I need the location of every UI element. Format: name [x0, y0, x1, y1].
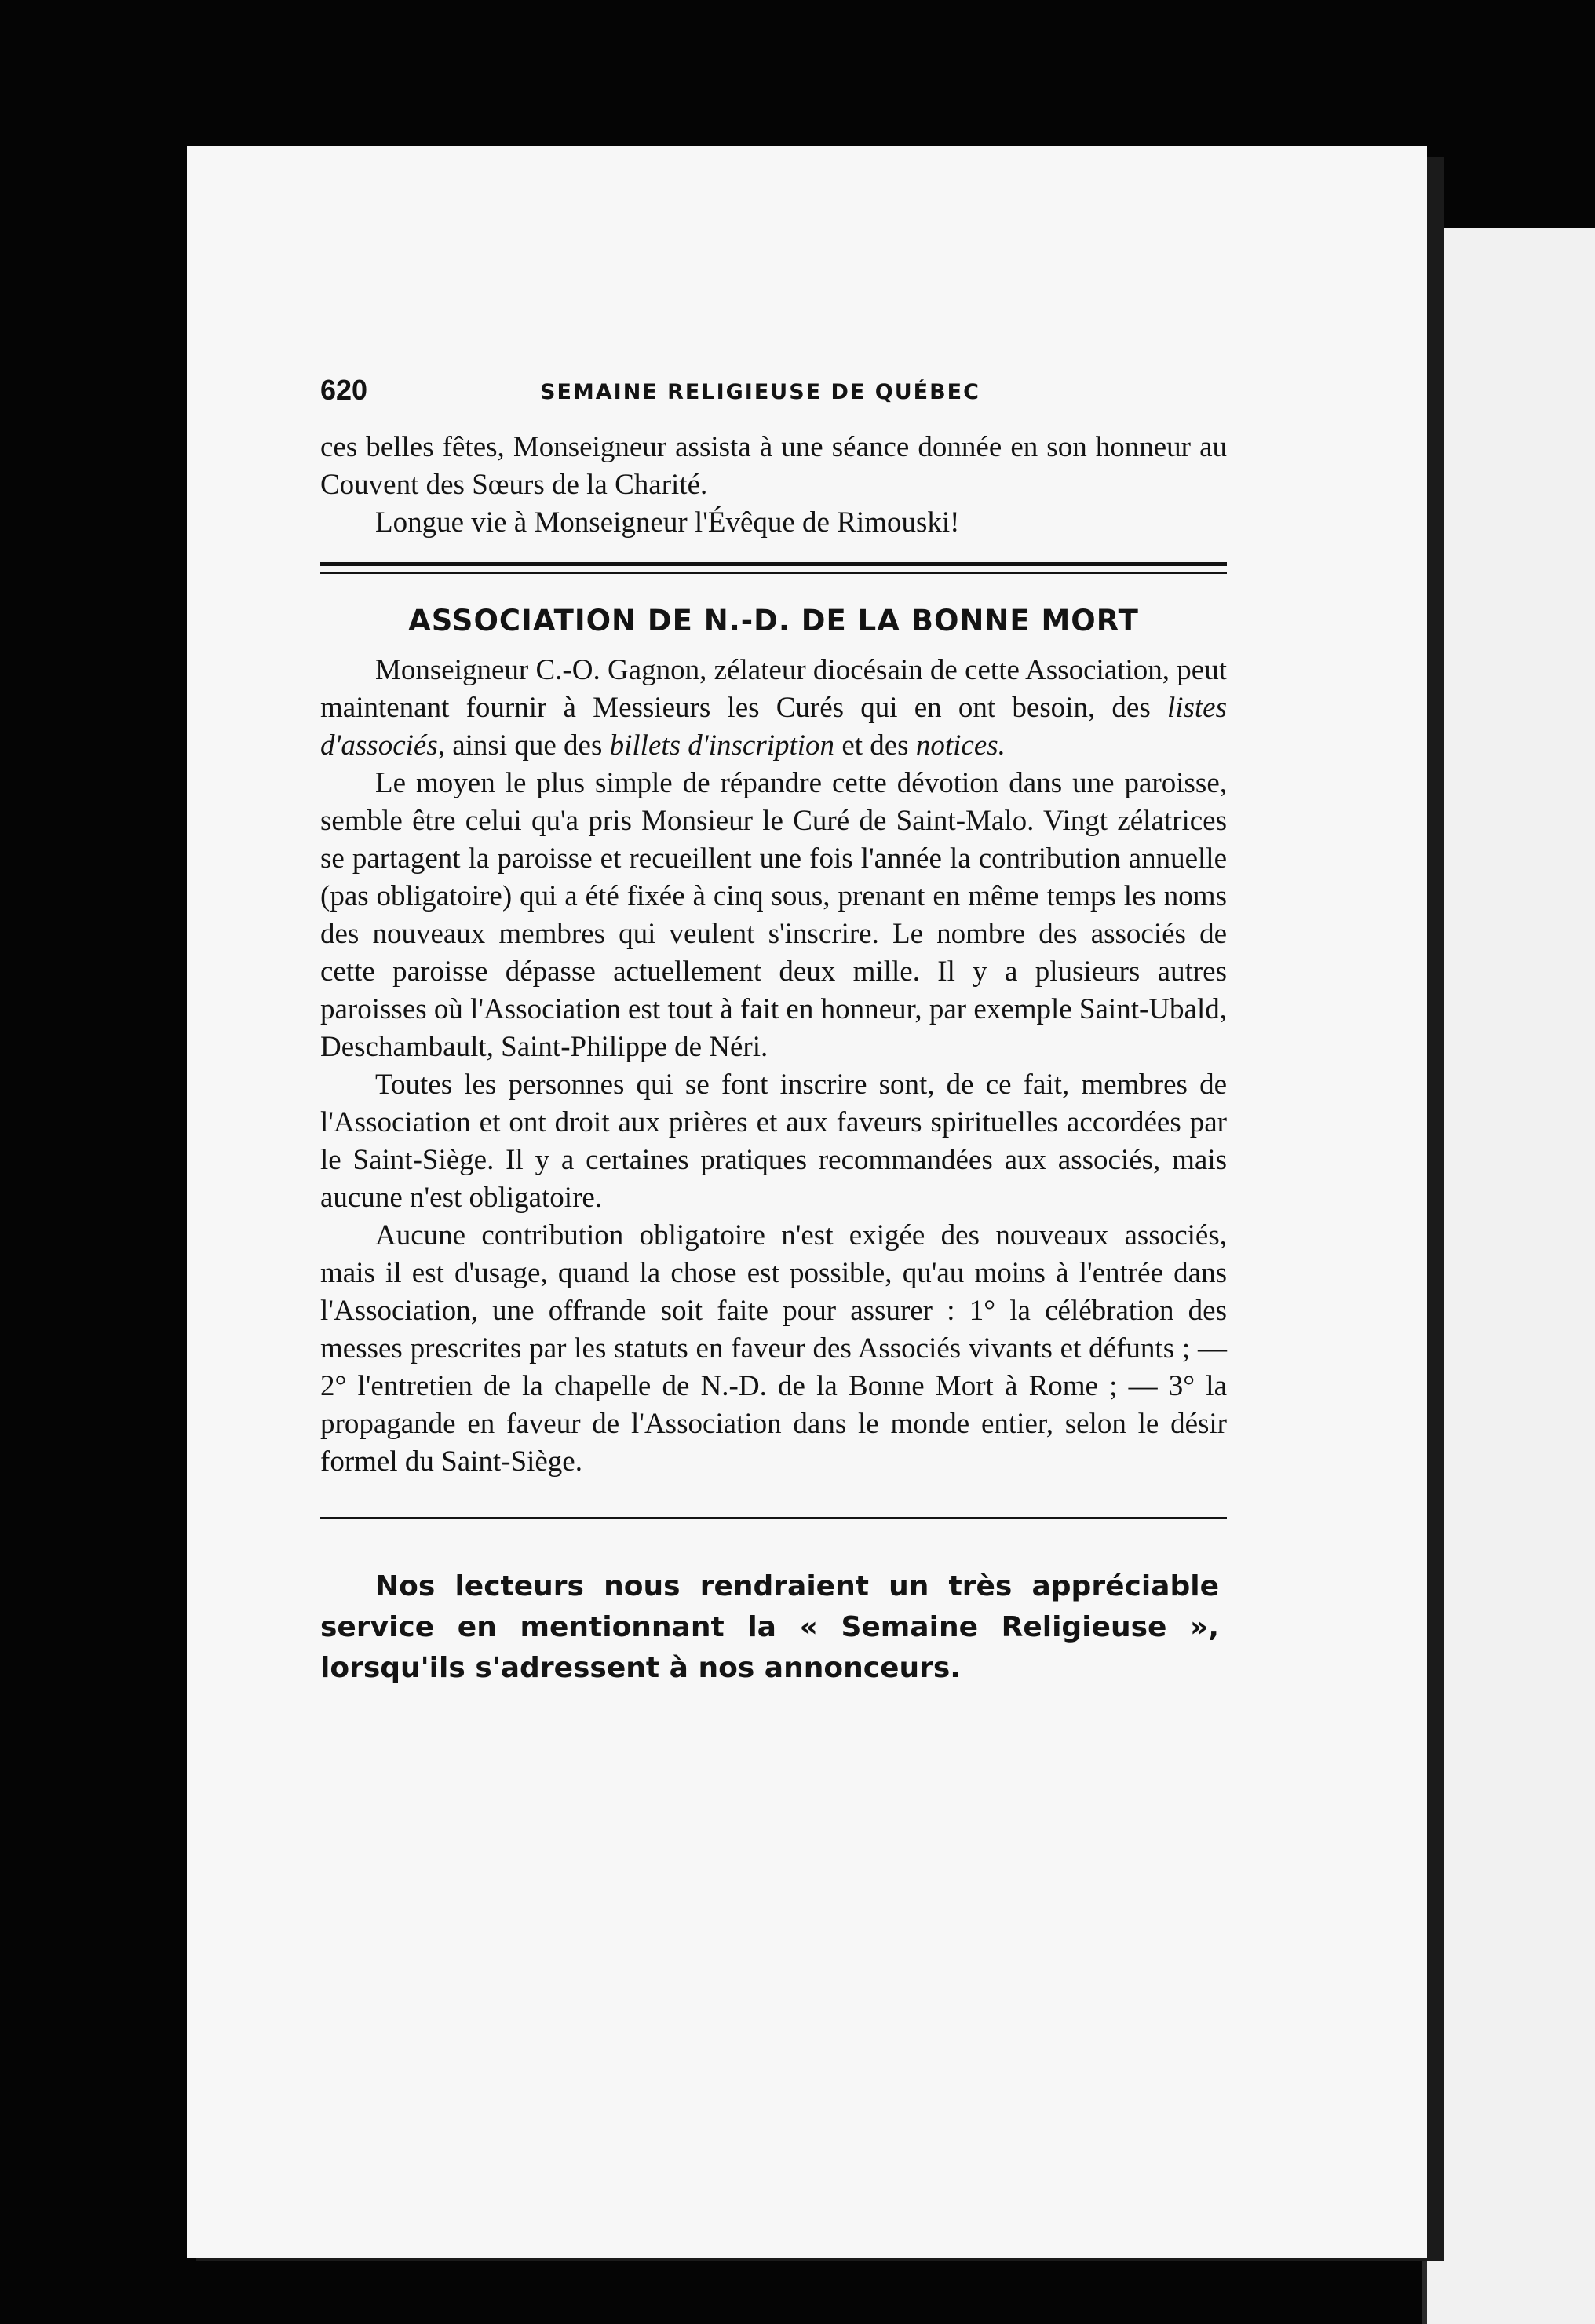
article-paragraph-2: Le moyen le plus simple de répandre cette dévotion dans une paroisse, semble être celui qu'a pris Monsieur le Curé de Saint-Malo. Vingt zélatrices se partagent la paroisse et recueillent une fois l'année la contribution annuelle (pas obligatoire) qui a été fixée à cinq sous, prenant en même temps les noms des nouveaux membres qui veulent s'inscrire. Le nombre des associés de cette paroisse dépasse actuellement deux mille. Il y a plusieurs autres paroisses où l'Association est tout à fait en honneur, par exemple Saint-Ubald, Deschambault, Saint-Philippe de Néri. — [320, 767, 1227, 1063]
page-content — [320, 374, 1227, 1689]
article-paragraph-4: Aucune contribution obligatoire n'est exigée des nouveaux associés, mais il est d'usage, quand la chose est possible, qu'au moins à l'entrée dans l'Association, une offrande soit faite pour assurer : 1° la célébration des messes prescrites par les statuts en faveur des Associés vivants et défunts ; — 2° l'entretien de la chapelle de N.-D. de la Bonne Mort à Rome ; — 3° la propagande en faveur de l'Association dans le monde entier, selon le désir formel du Saint-Siège. — [320, 1219, 1227, 1478]
previous-article-paragraph: ces belles fêtes, Monseigneur assista à une séance donnée en son honneur au Couvent des Sœurs de la Charité. — [320, 431, 1227, 501]
readers-notice: Nos lecteurs nous rendraient un très appréciable service en mentionnant la « Semaine Religieuse », lorsqu'ils s'adressent à nos annonceurs. — [320, 1570, 1219, 1684]
page-number: 620 — [320, 374, 368, 406]
previous-article-closing: Longue vie à Monseigneur l'Évêque de Rimouski! — [375, 506, 960, 539]
double-divider — [320, 562, 1227, 574]
adjacent-page-edge — [1422, 228, 1595, 2324]
p1-text-1: Monseigneur C.-O. Gagnon, zélateur diocésain de cette Association, peut maintenant fournir à Messieurs les Curés qui en ont besoin, des — [320, 654, 1228, 724]
p1-text-3: et des — [834, 729, 916, 762]
article-paragraph-3: Toutes les personnes qui se font inscrire sont, de ce fait, membres de l'Association et ont droit aux prières et aux faveurs spirituelles accordées par le Saint-Siège. Il y a certaines pratiques recommandées aux associés, mais aucune n'est obligatoire. — [320, 1069, 1227, 1214]
running-title: SEMAINE RELIGIEUSE DE QUÉBEC — [540, 380, 980, 404]
running-head — [320, 374, 1227, 405]
p1-italic-tickets: billets d'inscription — [609, 729, 835, 762]
p1-italic-lists: listes d'associés, — [320, 692, 1227, 762]
article-title: ASSOCIATION DE N.-D. DE LA BONNE MORT — [408, 604, 1139, 638]
article-paragraph-1 — [320, 652, 1227, 765]
p1-italic-notices: notices. — [915, 729, 1006, 762]
single-divider — [320, 1517, 1227, 1519]
scanned-page — [187, 146, 1427, 2258]
p1-text-2: ainsi que des — [444, 729, 610, 762]
